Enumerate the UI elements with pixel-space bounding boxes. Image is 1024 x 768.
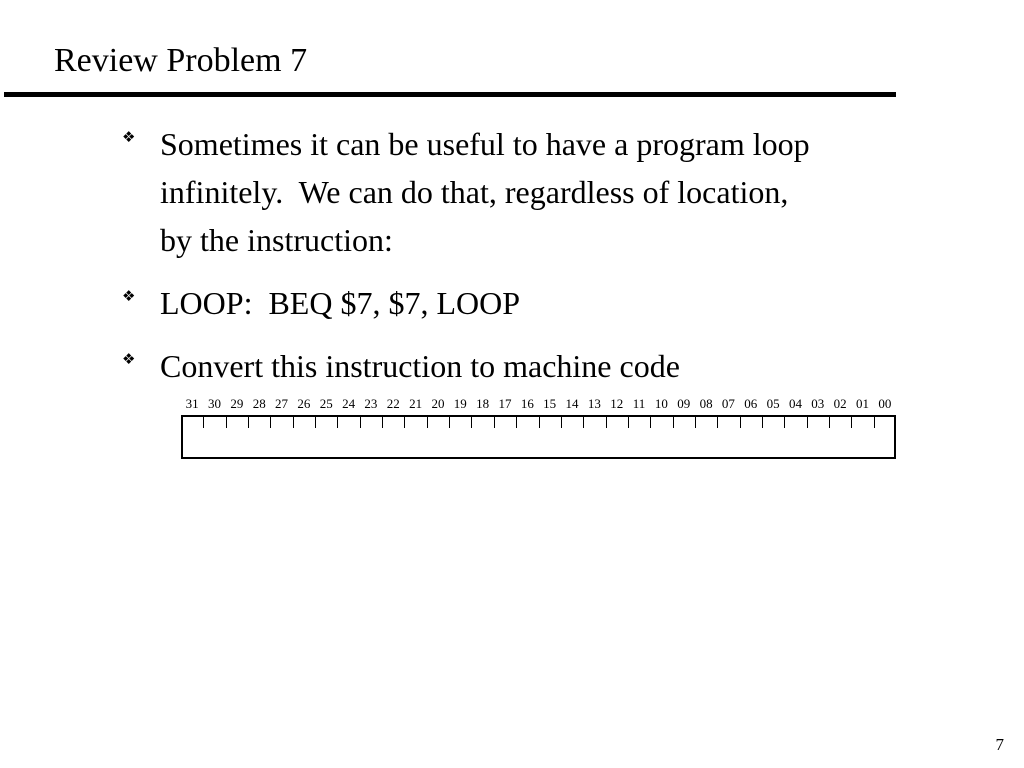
bit-divider-tick: [360, 417, 361, 428]
diamond-bullet-icon: ❖: [122, 128, 136, 146]
bit-divider-tick: [449, 417, 450, 428]
bit-divider-tick: [337, 417, 338, 428]
bit-divider-tick: [248, 417, 249, 428]
bit-divider-tick: [293, 417, 294, 428]
bit-divider-tick: [539, 417, 540, 428]
bit-number-label: 06: [744, 396, 758, 411]
bit-number-label: 10: [654, 396, 668, 411]
bullet-list: [122, 120, 1002, 405]
bit-divider-tick: [762, 417, 763, 428]
bit-number-row: [181, 395, 896, 413]
bit-number-label: 24: [342, 396, 356, 411]
title-rule: [4, 92, 896, 97]
bit-divider-tick: [851, 417, 852, 428]
bit-divider-tick: [673, 417, 674, 428]
bit-divider-tick: [427, 417, 428, 428]
bit-divider-tick: [784, 417, 785, 428]
bit-divider-tick: [583, 417, 584, 428]
bit-divider-tick: [650, 417, 651, 428]
bit-divider-tick: [695, 417, 696, 428]
bit-divider-tick: [404, 417, 405, 428]
bit-number-label: 19: [453, 396, 467, 411]
bit-number-label: 11: [632, 396, 646, 411]
bit-number-label: 22: [386, 396, 400, 411]
bullet-item: [122, 342, 1002, 390]
bit-number-label: 15: [543, 396, 557, 411]
bit-number-label: 02: [833, 396, 847, 411]
bit-divider-tick: [628, 417, 629, 428]
bit-divider-tick: [315, 417, 316, 428]
bit-number-label: 16: [520, 396, 534, 411]
bit-number-label: 20: [431, 396, 445, 411]
bullet-text: LOOP: BEQ $7, $7, LOOP: [160, 285, 521, 321]
bit-number-label: 04: [788, 396, 802, 411]
bit-divider-tick: [471, 417, 472, 428]
bit-number-label: 28: [252, 396, 266, 411]
bit-number-label: 14: [565, 396, 579, 411]
bit-divider-tick: [740, 417, 741, 428]
bit-number-label: 12: [610, 396, 624, 411]
bullet-item: [122, 120, 1002, 264]
bit-divider-tick: [874, 417, 875, 428]
diamond-bullet-icon: ❖: [122, 350, 136, 368]
bit-number-label: 00: [878, 396, 892, 411]
bit-divider-tick: [561, 417, 562, 428]
page-number: 7: [995, 735, 1004, 754]
instruction-bit-field: [181, 395, 896, 459]
bit-number-label: 23: [364, 396, 378, 411]
bit-number-label: 29: [230, 396, 244, 411]
bit-divider-tick: [717, 417, 718, 428]
bullet-item: [122, 279, 1002, 327]
bit-number-label: 07: [721, 396, 735, 411]
bit-number-label: 26: [297, 396, 311, 411]
bit-divider-tick: [807, 417, 808, 428]
bit-number-label: 03: [811, 396, 825, 411]
bit-number-label: 25: [319, 396, 333, 411]
bit-divider-tick: [270, 417, 271, 428]
bit-number-label: 31: [185, 396, 199, 411]
bit-divider-tick: [494, 417, 495, 428]
bit-number-label: 09: [677, 396, 691, 411]
bit-divider-tick: [606, 417, 607, 428]
bit-number-label: 18: [476, 396, 490, 411]
bit-divider-tick: [226, 417, 227, 428]
bullet-text: Convert this instruction to machine code: [160, 348, 680, 384]
bit-number-label: 30: [208, 396, 222, 411]
bit-divider-tick: [516, 417, 517, 428]
bit-divider-tick: [203, 417, 204, 428]
diamond-bullet-icon: ❖: [122, 287, 136, 305]
bit-number-label: 17: [498, 396, 512, 411]
bit-number-label: 01: [855, 396, 869, 411]
bullet-text: Sometimes it can be useful to have a program loop infinitely. We can do that, regardless of location, by the instruction:: [160, 126, 810, 258]
bit-divider-tick: [829, 417, 830, 428]
slide-title: Review Problem 7: [54, 42, 308, 79]
bit-number-label: 05: [766, 396, 780, 411]
bit-number-label: 13: [587, 396, 601, 411]
bit-number-label: 08: [699, 396, 713, 411]
bit-number-label: 27: [275, 396, 289, 411]
bit-field-box: [181, 415, 896, 459]
bit-divider-tick: [382, 417, 383, 428]
bit-number-label: 21: [409, 396, 423, 411]
